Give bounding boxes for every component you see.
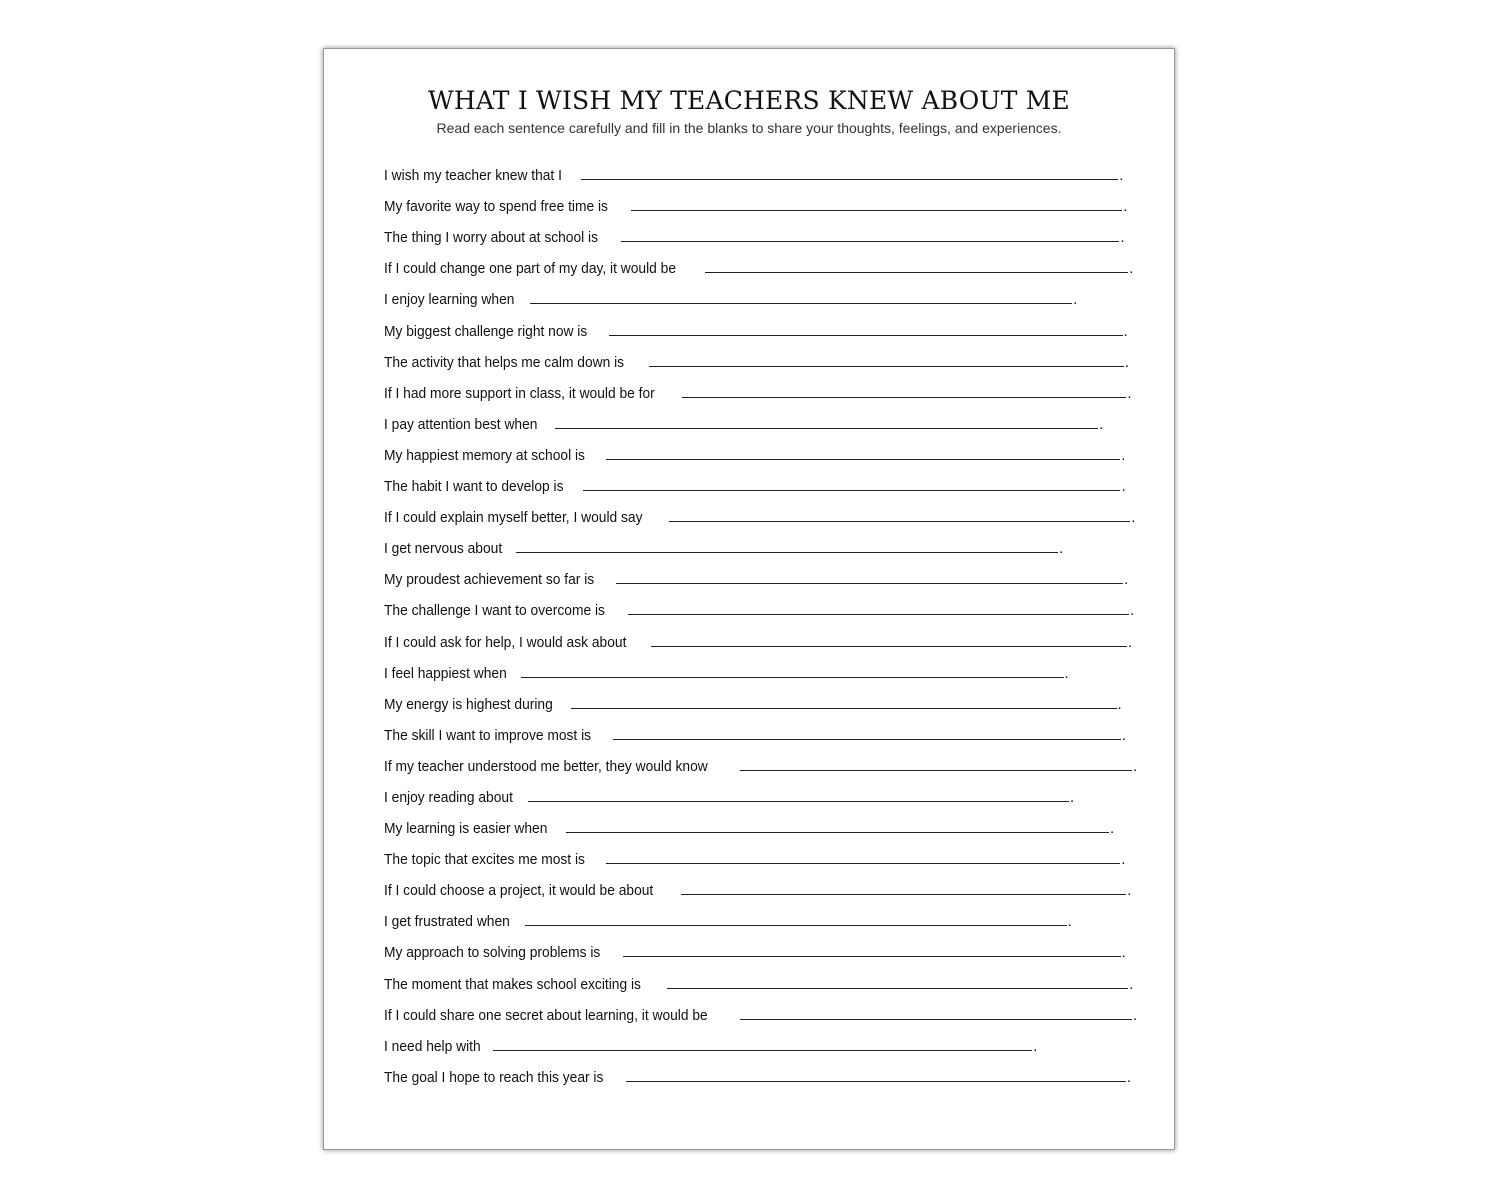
worksheet-instructions: Read each sentence carefully and fill in the blanks to share your thoughts, feelings, and experiences. <box>436 120 1062 136</box>
sentence-period: . <box>1127 633 1133 651</box>
sentence-period: . <box>1123 198 1128 216</box>
prompt-text: My learning is easier when <box>384 820 548 838</box>
prompt-row <box>384 590 1135 621</box>
sentence-period: . <box>1110 820 1115 838</box>
answer-blank[interactable] <box>631 190 1122 211</box>
prompt-text: I get nervous about <box>384 540 503 558</box>
prompt-row <box>384 653 1124 684</box>
prompt-row <box>384 248 1134 279</box>
answer-blank[interactable] <box>682 377 1126 398</box>
prompt-text: If I had more support in class, it would be for <box>384 384 655 402</box>
prompt-row <box>384 995 1138 1026</box>
prompt-row <box>384 155 1124 186</box>
prompt-text: My happiest memory at school is <box>384 446 585 464</box>
sentence-period: . <box>1124 571 1129 589</box>
sentence-period: . <box>1123 322 1128 340</box>
sentence-period: . <box>1064 664 1069 682</box>
prompt-text: I enjoy reading about <box>384 788 513 806</box>
prompt-row <box>384 310 1128 341</box>
prompt-text: I wish my teacher knew that I <box>384 167 562 185</box>
answer-blank[interactable] <box>530 283 1072 304</box>
answer-blank[interactable] <box>528 781 1069 802</box>
answer-blank[interactable] <box>651 626 1126 647</box>
sentence-period: . <box>1132 1006 1138 1024</box>
answer-blank[interactable] <box>613 719 1121 740</box>
sentence-period: . <box>1121 478 1126 496</box>
answer-blank[interactable] <box>493 1030 1032 1051</box>
prompt-text: If I could ask for help, I would ask about <box>384 633 627 651</box>
prompt-text: My biggest challenge right now is <box>384 322 588 340</box>
sentence-period: . <box>1132 757 1138 775</box>
sentence-period: . <box>1126 1068 1132 1086</box>
answer-blank[interactable] <box>583 470 1120 491</box>
answer-blank[interactable] <box>616 563 1123 584</box>
prompt-text: The moment that makes school exciting is <box>384 975 641 993</box>
answer-blank[interactable] <box>516 532 1058 553</box>
prompt-row <box>384 808 1124 839</box>
sentence-period: . <box>1121 726 1126 744</box>
answer-blank[interactable] <box>626 1061 1125 1082</box>
sentence-period: . <box>1070 788 1075 806</box>
answer-blank[interactable] <box>566 812 1109 833</box>
worksheet-title: WHAT I WISH MY TEACHERS KNEW ABOUT ME <box>428 86 1070 115</box>
prompt-text: I enjoy learning when <box>384 291 515 309</box>
prompt-text: My proudest achievement so far is <box>384 571 595 589</box>
prompt-row <box>384 466 1124 497</box>
answer-blank[interactable] <box>609 315 1123 336</box>
prompt-text: The skill I want to improve most is <box>384 726 592 744</box>
sentence-period: . <box>1117 695 1122 713</box>
prompt-text: I need help with <box>384 1037 481 1055</box>
sentence-period: . <box>1124 353 1129 371</box>
answer-blank[interactable] <box>581 159 1118 180</box>
sentence-period: . <box>1120 229 1125 247</box>
prompt-row <box>384 621 1133 652</box>
prompt-row <box>384 373 1132 404</box>
prompt-text: If I could share one secret about learning, it would be <box>384 1006 708 1024</box>
sentence-period: . <box>1129 260 1134 278</box>
prompt-text: My approach to solving problems is <box>384 944 601 962</box>
prompt-row <box>384 715 1124 746</box>
sentence-period: . <box>1127 882 1132 900</box>
sentence-period: . <box>1121 944 1126 962</box>
prompt-text: The challenge I want to overcome is <box>384 602 605 620</box>
answer-blank[interactable] <box>623 936 1121 957</box>
prompt-row <box>384 963 1134 994</box>
answer-blank[interactable] <box>555 408 1098 429</box>
prompt-row <box>384 777 1124 808</box>
prompt-text: The goal I hope to reach this year is <box>384 1068 604 1086</box>
answer-blank[interactable] <box>521 657 1063 678</box>
prompt-row <box>384 342 1129 373</box>
answer-blank[interactable] <box>649 346 1124 367</box>
answer-blank[interactable] <box>606 843 1120 864</box>
prompt-text: The activity that helps me calm down is <box>384 353 625 371</box>
prompt-text: The topic that excites me most is <box>384 851 585 869</box>
prompt-text: I feel happiest when <box>384 664 507 682</box>
prompt-row <box>384 435 1124 466</box>
answer-blank[interactable] <box>606 439 1120 460</box>
sentence-period: . <box>1129 975 1134 993</box>
sentence-period: . <box>1033 1037 1038 1055</box>
worksheet-page <box>323 48 1175 1150</box>
prompt-list <box>384 155 1138 1088</box>
prompt-row <box>384 1057 1132 1088</box>
sentence-period: . <box>1121 851 1126 869</box>
prompt-row <box>384 1026 1124 1057</box>
sentence-period: . <box>1059 540 1064 558</box>
prompt-text: If my teacher understood me better, they would know <box>384 757 708 775</box>
prompt-text: My favorite way to spend free time is <box>384 198 608 216</box>
answer-blank[interactable] <box>525 905 1067 926</box>
sentence-period: . <box>1131 509 1136 527</box>
prompt-row <box>384 901 1124 932</box>
sentence-period: . <box>1121 446 1126 464</box>
prompt-row <box>384 746 1138 777</box>
prompt-row <box>384 404 1124 435</box>
prompt-text: If I could change one part of my day, it would be <box>384 260 677 278</box>
prompt-text: I pay attention best when <box>384 415 538 433</box>
prompt-row <box>384 839 1124 870</box>
sentence-period: . <box>1119 167 1124 185</box>
answer-blank[interactable] <box>667 968 1128 989</box>
sentence-period: . <box>1130 602 1135 620</box>
prompt-text: My energy is highest during <box>384 695 553 713</box>
answer-blank[interactable] <box>740 750 1132 771</box>
answer-blank[interactable] <box>681 874 1127 895</box>
answer-blank[interactable] <box>621 221 1120 242</box>
answer-blank[interactable] <box>740 999 1132 1020</box>
prompt-text: I get frustrated when <box>384 913 510 931</box>
sentence-period: . <box>1073 291 1078 309</box>
prompt-row <box>384 217 1124 248</box>
prompt-row <box>384 932 1124 963</box>
answer-blank[interactable] <box>705 252 1128 273</box>
sentence-period: . <box>1099 415 1104 433</box>
prompt-row <box>384 870 1132 901</box>
answer-blank[interactable] <box>628 594 1129 615</box>
sentence-period: . <box>1067 913 1072 931</box>
prompt-row <box>384 528 1124 559</box>
prompt-text: If I could choose a project, it would be about <box>384 882 654 900</box>
prompt-text: The thing I worry about at school is <box>384 229 599 247</box>
prompt-text: The habit I want to develop is <box>384 478 564 496</box>
prompt-row <box>384 497 1136 528</box>
sentence-period: . <box>1127 384 1132 402</box>
prompt-row <box>384 186 1128 217</box>
answer-blank[interactable] <box>571 688 1116 709</box>
answer-blank[interactable] <box>669 501 1130 522</box>
prompt-row <box>384 279 1124 310</box>
prompt-row <box>384 684 1124 715</box>
prompt-row <box>384 559 1129 590</box>
prompt-text: If I could explain myself better, I would say <box>384 509 643 527</box>
